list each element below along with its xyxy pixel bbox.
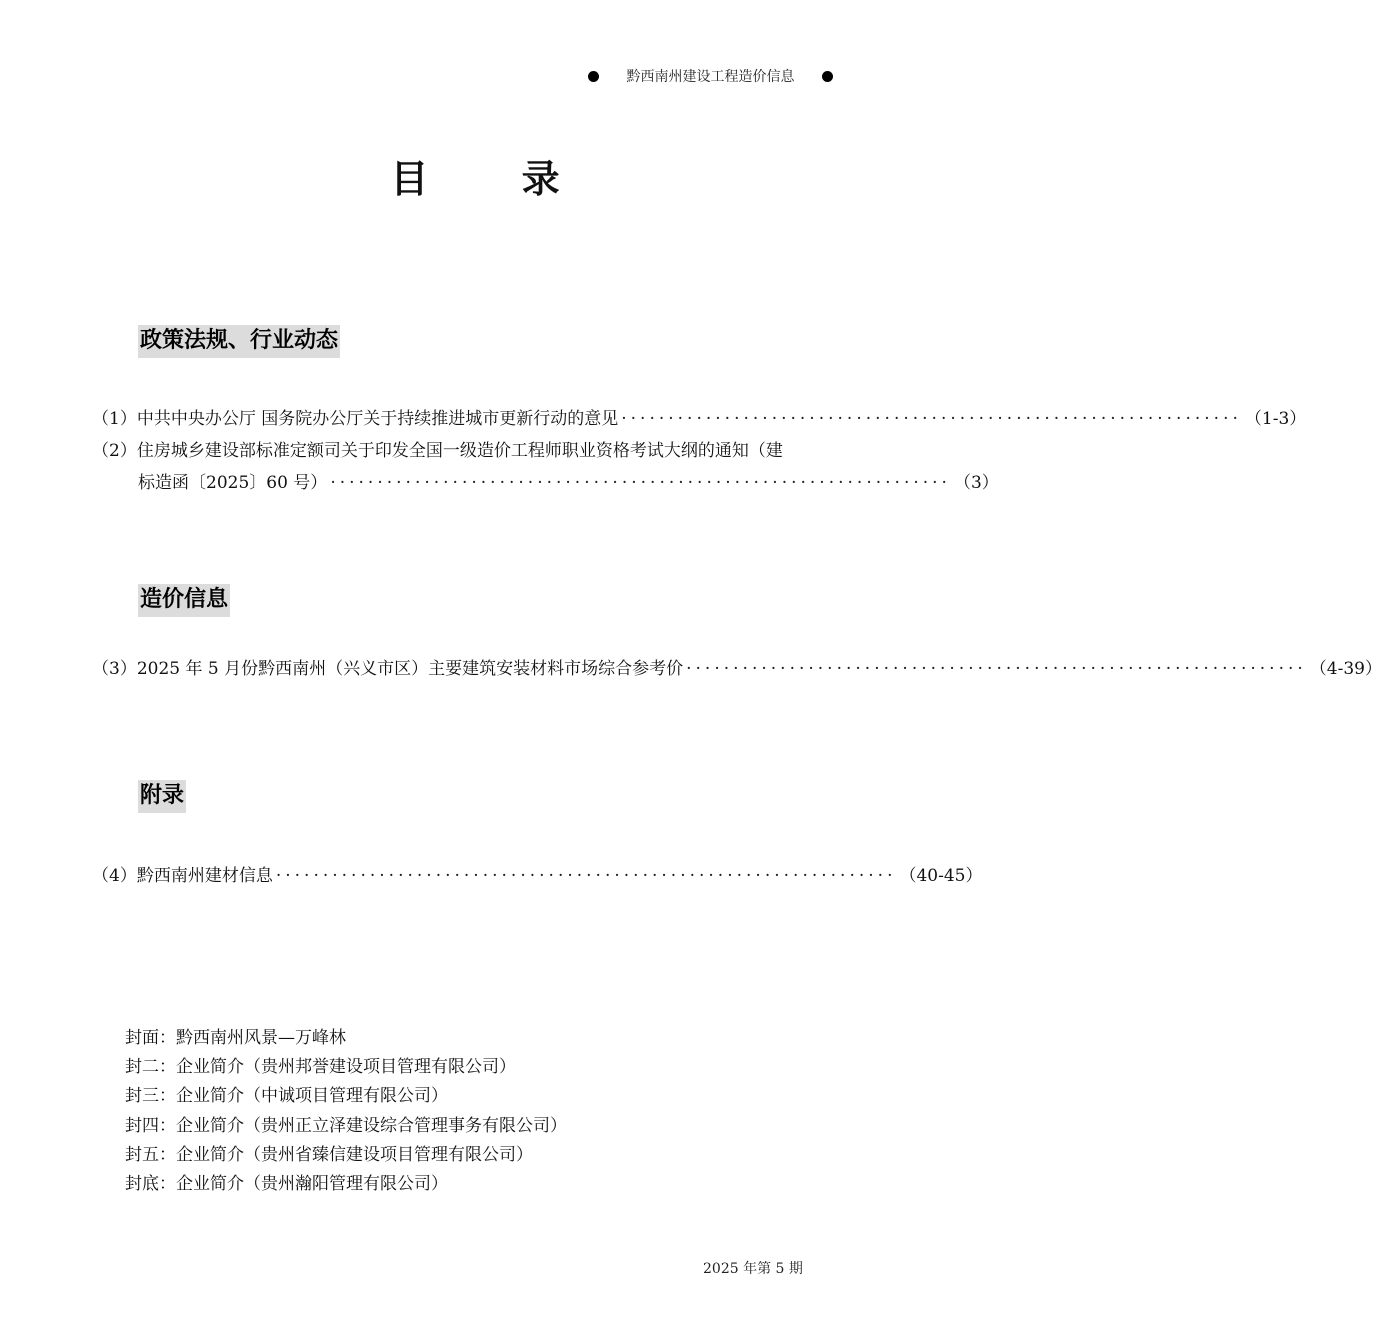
running-header — [588, 66, 833, 86]
page-title: 目 录 — [390, 157, 600, 201]
cover-line: 封四：企业简介（贵州正立泽建设综合管理事务有限公司） — [125, 1115, 567, 1136]
dot-leader: ·································································· — [275, 866, 897, 886]
cover-line: 封二：企业简介（贵州邦誉建设项目管理有限公司） — [125, 1057, 516, 1078]
toc-list-pricing — [92, 653, 1382, 685]
header-title: 黔西南州建设工程造价信息 — [626, 69, 795, 85]
section-heading-appendix: 附录 — [138, 780, 186, 813]
toc-entry-page: （1-3） — [1244, 409, 1307, 429]
toc-list-appendix — [92, 860, 983, 892]
toc-entry[interactable] — [92, 653, 1382, 685]
toc-entry-title: 中共中央办公厅 国务院办公厅关于持续推进城市更新行动的意见 — [136, 409, 619, 429]
cover-line: 封五：企业简介（贵州省臻信建设项目管理有限公司） — [125, 1144, 533, 1165]
section-heading-pricing: 造价信息 — [138, 584, 230, 617]
cover-line: 封面：黔西南州风景—万峰林 — [125, 1028, 346, 1048]
bullet-dot-icon — [822, 71, 833, 82]
cover-line: 封底：企业简介（贵州瀚阳管理有限公司） — [125, 1174, 448, 1195]
toc-entry-title-cont: 标造函〔2025〕60 号） — [138, 473, 328, 493]
toc-entry-title: 住房城乡建设部标准定额司关于印发全国一级造价工程师职业资格考试大纲的通知（建 — [136, 441, 783, 461]
dot-leader: ·································································· — [686, 659, 1307, 679]
toc-entry-number: （3） — [92, 659, 137, 679]
toc-entry-number: （1） — [92, 409, 137, 429]
toc-entry-title: 2025 年 5 月份黔西南州（兴义市区）主要建筑安装材料市场综合参考价 — [136, 659, 684, 679]
dot-leader: ·································································· — [330, 473, 951, 493]
toc-entry[interactable] — [92, 860, 983, 892]
toc-entry-title: 黔西南州建材信息 — [136, 866, 273, 886]
section-heading-policy: 政策法规、行业动态 — [138, 325, 340, 358]
toc-entry-number: （4） — [92, 866, 137, 886]
issue-number: 2025 年第 5 期 — [703, 1261, 803, 1277]
dot-leader: ·································································· — [621, 409, 1242, 429]
toc-entry[interactable] — [92, 435, 867, 467]
toc-entry-continuation[interactable] — [92, 467, 999, 499]
bullet-dot-icon — [588, 71, 599, 82]
toc-entry-page: （4-39） — [1309, 659, 1382, 679]
toc-entry[interactable] — [92, 403, 1307, 435]
toc-list-policy — [92, 403, 1307, 499]
toc-entry-number: （2） — [92, 441, 137, 461]
cover-credits — [125, 1024, 725, 1199]
toc-entry-page: （40-45） — [899, 866, 983, 886]
cover-line: 封三：企业简介（中诚项目管理有限公司） — [125, 1086, 448, 1107]
toc-entry-page: （3） — [953, 473, 999, 493]
